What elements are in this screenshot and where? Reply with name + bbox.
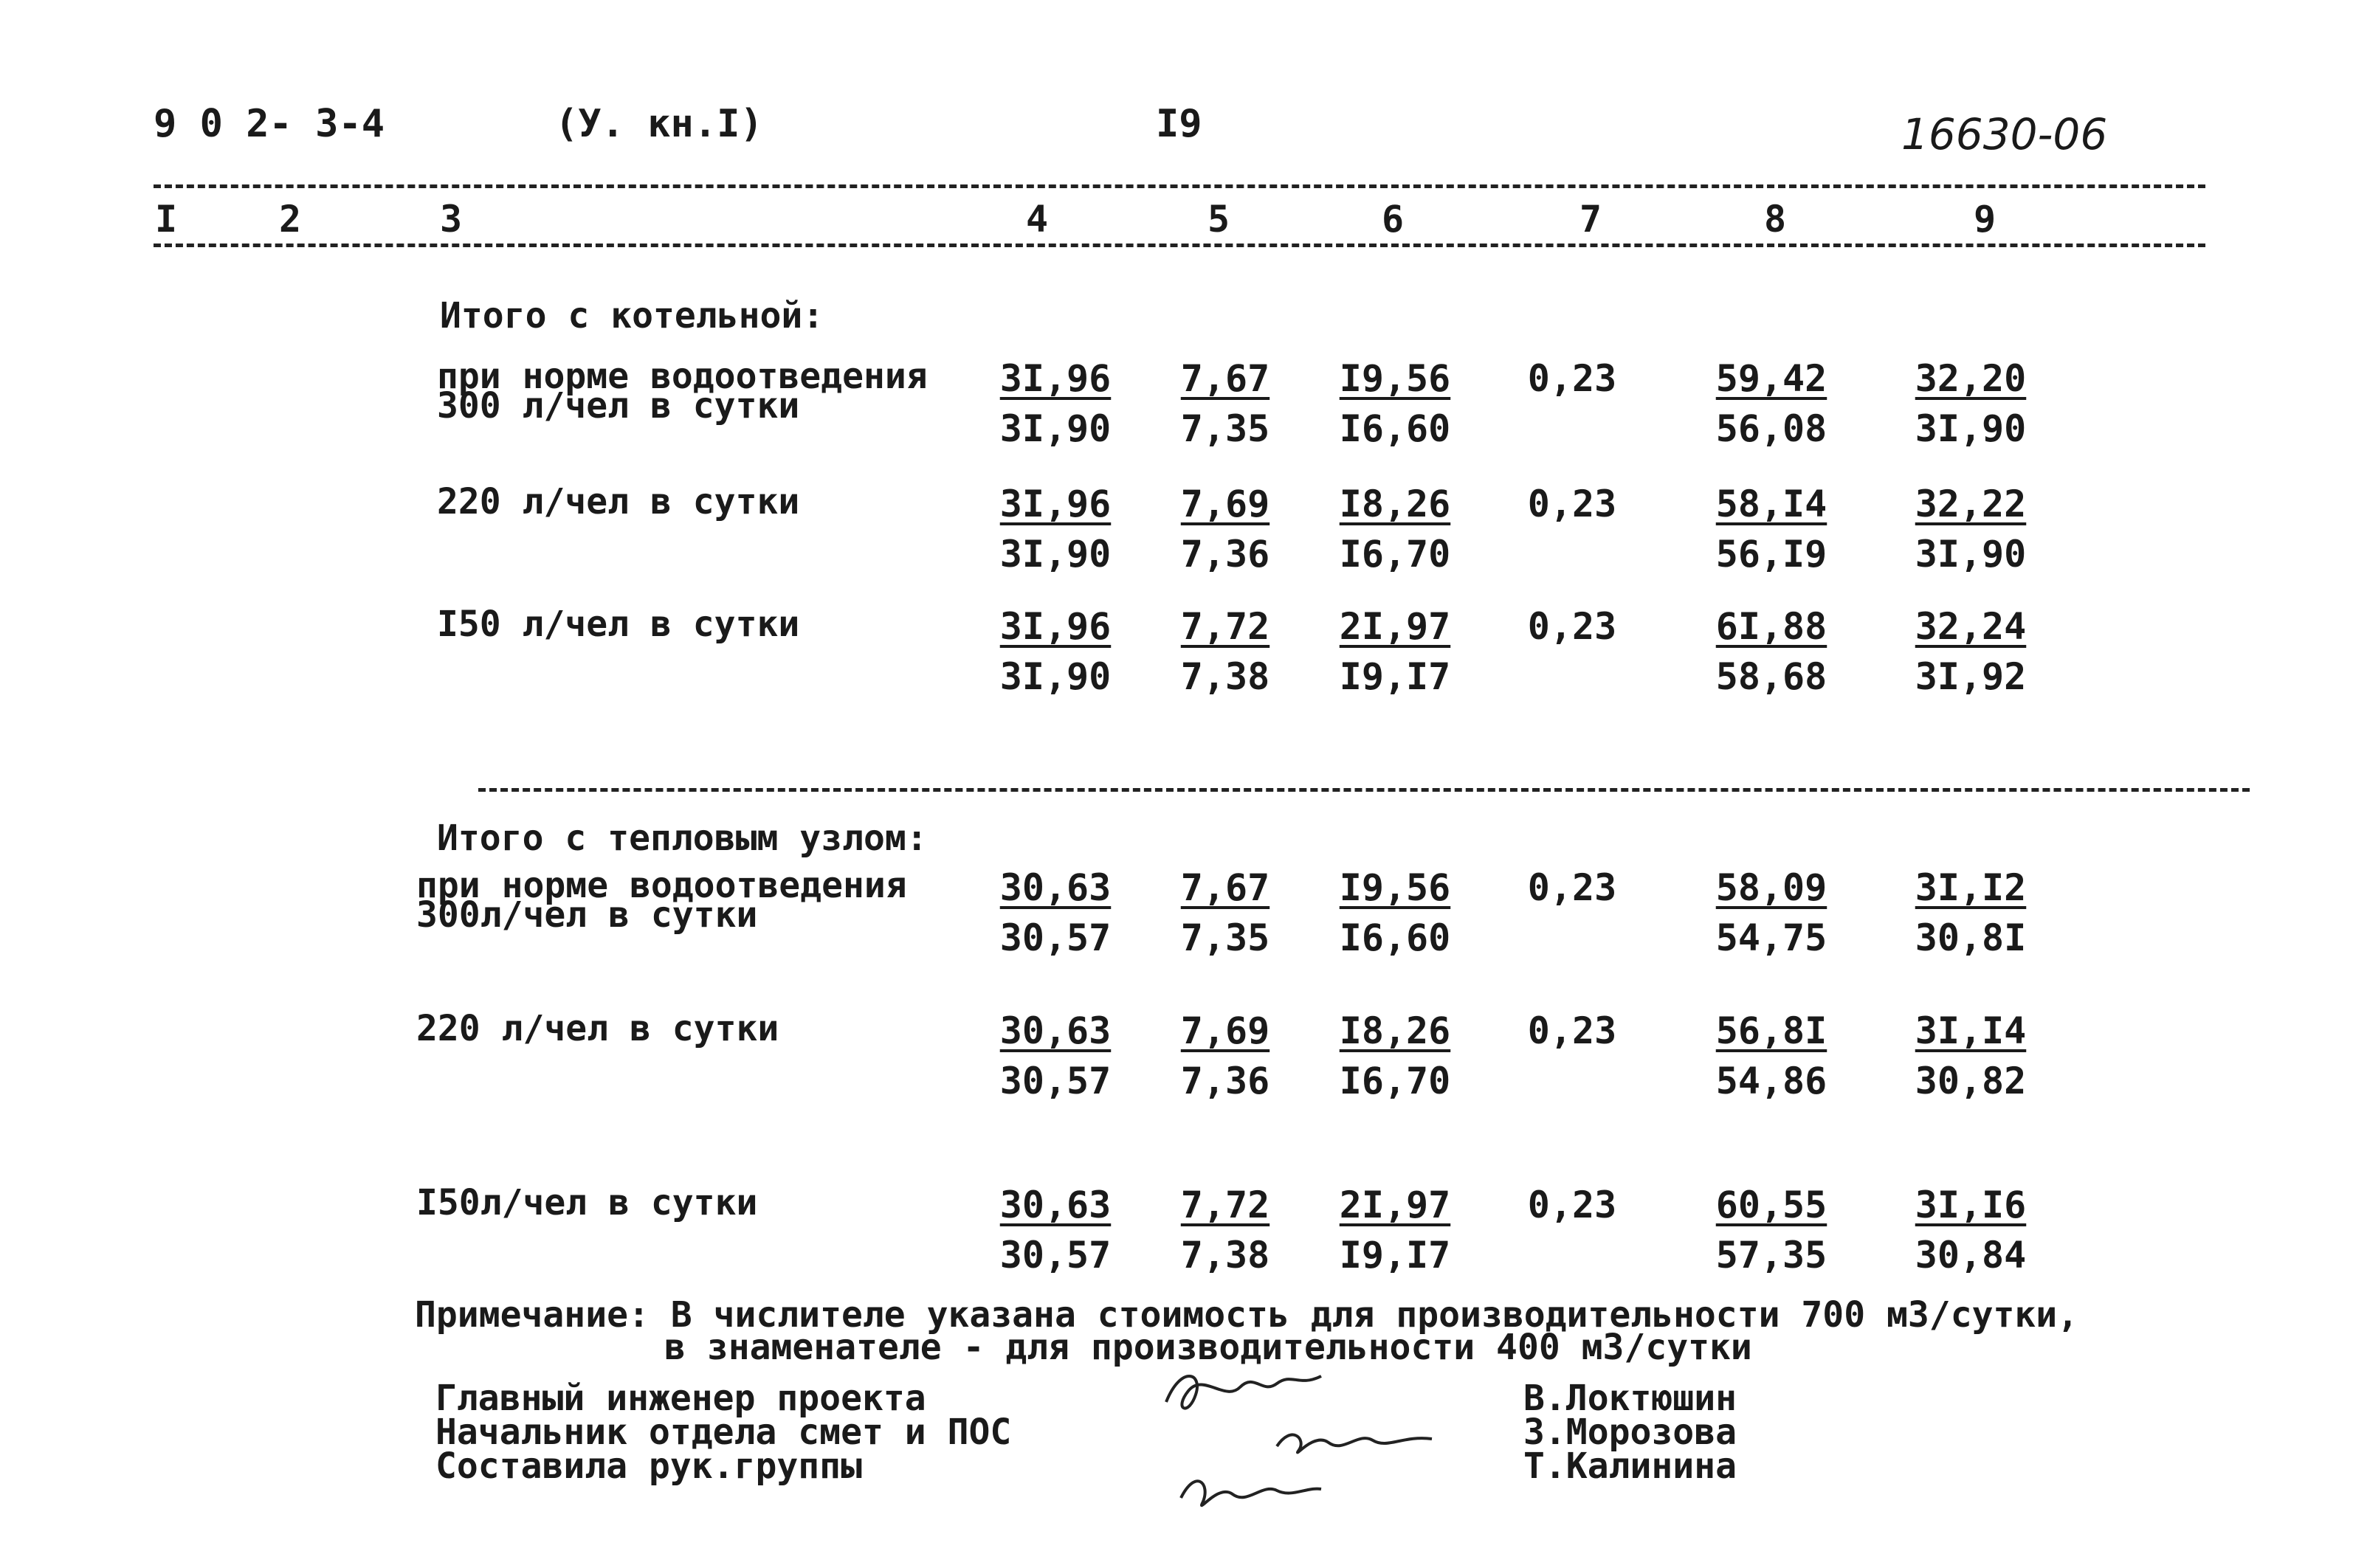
signature-role: Начальник отдела смет и ПОС	[435, 1412, 1012, 1453]
numerator-value: 60,55	[1715, 1184, 1827, 1226]
value-cell-col-7	[1498, 483, 1646, 576]
value-cell-col-4	[982, 357, 1129, 450]
header-rule-bottom	[154, 244, 2205, 247]
denominator-value: 7,35	[1180, 407, 1270, 450]
value-cell-col-5	[1151, 483, 1299, 576]
denominator-value: 7,35	[1180, 916, 1270, 959]
numerator-value: 3I,96	[999, 605, 1112, 648]
value-cell-col-5	[1151, 605, 1299, 698]
row-label: при норме водоотведения 300 л/чел в сутки	[437, 356, 928, 426]
row-label: I50 л/чел в сутки	[437, 604, 800, 645]
denominator-value: I6,70	[1339, 533, 1451, 576]
handwritten-signatures	[1151, 1358, 1476, 1527]
numerator-value: I8,26	[1339, 1009, 1451, 1052]
value-cell-col-6	[1321, 1184, 1469, 1277]
numerator-value: 56,8I	[1715, 1009, 1827, 1052]
denominator-value: 30,57	[999, 1060, 1112, 1102]
denominator-value: 30,57	[999, 916, 1112, 959]
numerator-value: 2I,97	[1339, 605, 1451, 648]
column-number-9: 9	[1974, 198, 1997, 241]
denominator-value: 54,86	[1715, 1060, 1827, 1102]
column-number-2: 2	[279, 198, 302, 241]
section-title: Итого с котельной:	[440, 295, 824, 336]
denominator-value: 3I,90	[999, 533, 1112, 576]
value-cell-col-5	[1151, 1009, 1299, 1102]
column-number-6: 6	[1382, 198, 1405, 241]
denominator-value: 7,36	[1180, 533, 1270, 576]
value-cell-col-6	[1321, 357, 1469, 450]
value-cell-col-9	[1897, 605, 2044, 698]
page-number: I9	[1156, 102, 1202, 146]
numerator-value: 30,63	[999, 1184, 1112, 1226]
value-cell-col-8	[1698, 866, 1845, 959]
denominator-value: I6,60	[1339, 916, 1451, 959]
denominator-value: 3I,90	[1915, 407, 2027, 450]
value-cell-col-4	[982, 866, 1129, 959]
value-cell-col-5	[1151, 866, 1299, 959]
denominator-value	[1498, 916, 1646, 959]
signature-role: Составила рук.группы	[435, 1446, 862, 1487]
value-cell-col-6	[1321, 866, 1469, 959]
value-cell-col-8	[1698, 605, 1845, 698]
numerator-value: 58,09	[1715, 866, 1827, 909]
row-label: 220 л/чел в сутки	[437, 481, 800, 522]
numerator-value: 0,23	[1527, 866, 1617, 909]
denominator-value: 3I,90	[999, 407, 1112, 450]
value-cell-col-9	[1897, 1009, 2044, 1102]
numerator-value: 7,72	[1180, 605, 1270, 648]
denominator-value: 3I,90	[999, 655, 1112, 698]
numerator-value: 3I,96	[999, 483, 1112, 525]
value-cell-col-5	[1151, 1184, 1299, 1277]
numerator-value: 32,22	[1915, 483, 2027, 525]
denominator-value: 3I,90	[1915, 533, 2027, 576]
numerator-value: 2I,97	[1339, 1184, 1451, 1226]
signature-kalinina	[1181, 1481, 1321, 1505]
column-number-1: I	[155, 198, 178, 241]
row-label: I50л/чел в сутки	[416, 1182, 758, 1223]
value-cell-col-8	[1698, 357, 1845, 450]
signature-loktyushin	[1166, 1376, 1321, 1409]
denominator-value: 58,68	[1715, 655, 1827, 698]
document-code: 9 0 2- 3-4	[154, 102, 385, 146]
header-rule-top	[154, 184, 2205, 188]
denominator-value: 7,36	[1180, 1060, 1270, 1102]
numerator-value: 7,69	[1180, 1009, 1270, 1052]
value-cell-col-4	[982, 1009, 1129, 1102]
numerator-value: 30,63	[999, 866, 1112, 909]
denominator-value: 30,82	[1915, 1060, 2027, 1102]
value-cell-col-6	[1321, 605, 1469, 698]
numerator-value: 6I,88	[1715, 605, 1827, 648]
value-cell-col-7	[1498, 1184, 1646, 1277]
value-cell-col-9	[1897, 357, 2044, 450]
numerator-value: 59,42	[1715, 357, 1827, 400]
value-cell-col-7	[1498, 1009, 1646, 1102]
column-number-5: 5	[1207, 198, 1230, 241]
denominator-value: I9,I7	[1339, 1234, 1451, 1277]
denominator-value	[1498, 533, 1646, 576]
numerator-value: I8,26	[1339, 483, 1451, 525]
numerator-value: 32,24	[1915, 605, 2027, 648]
numerator-value: 30,63	[999, 1009, 1112, 1052]
column-number-7: 7	[1579, 198, 1602, 241]
denominator-value: 54,75	[1715, 916, 1827, 959]
row-label: 220 л/чел в сутки	[416, 1008, 779, 1049]
denominator-value: 56,I9	[1715, 533, 1827, 576]
numerator-value: I9,56	[1339, 357, 1451, 400]
numerator-value: 3I,I6	[1915, 1184, 2027, 1226]
numerator-value: I9,56	[1339, 866, 1451, 909]
denominator-value	[1498, 655, 1646, 698]
denominator-value: 57,35	[1715, 1234, 1827, 1277]
denominator-value: 30,84	[1915, 1234, 2027, 1277]
denominator-value	[1498, 407, 1646, 450]
numerator-value: 7,67	[1180, 866, 1270, 909]
numerator-value: 0,23	[1527, 483, 1617, 525]
denominator-value: I6,70	[1339, 1060, 1451, 1102]
numerator-value: 7,69	[1180, 483, 1270, 525]
numerator-value: 3I,I2	[1915, 866, 2027, 909]
value-cell-col-7	[1498, 605, 1646, 698]
inventory-stamp-number: 16630-06	[1901, 109, 2108, 159]
signature-name: Т.Калинина	[1523, 1446, 1737, 1487]
denominator-value: 7,38	[1180, 1234, 1270, 1277]
row-label: при норме водоотведения 300л/чел в сутки	[416, 865, 907, 936]
value-cell-col-9	[1897, 866, 2044, 959]
denominator-value: I6,60	[1339, 407, 1451, 450]
denominator-value: 56,08	[1715, 407, 1827, 450]
denominator-value: 3I,92	[1915, 655, 2027, 698]
numerator-value: 7,67	[1180, 357, 1270, 400]
note-line-2: в знаменателе - для производительности 400 м3/сутки	[664, 1327, 1752, 1368]
denominator-value	[1498, 1060, 1646, 1102]
value-cell-col-8	[1698, 483, 1845, 576]
numerator-value: 58,I4	[1715, 483, 1827, 525]
denominator-value: I9,I7	[1339, 655, 1451, 698]
value-cell-col-6	[1321, 1009, 1469, 1102]
numerator-value: 0,23	[1527, 1009, 1617, 1052]
section-title: Итого с тепловым узлом:	[437, 818, 928, 859]
section-separator	[478, 788, 2250, 792]
value-cell-col-5	[1151, 357, 1299, 450]
numerator-value: 0,23	[1527, 605, 1617, 648]
numerator-value: 32,20	[1915, 357, 2027, 400]
value-cell-col-4	[982, 483, 1129, 576]
value-cell-col-7	[1498, 866, 1646, 959]
value-cell-col-7	[1498, 357, 1646, 450]
numerator-value: 7,72	[1180, 1184, 1270, 1226]
denominator-value: 7,38	[1180, 655, 1270, 698]
note-line-1: Примечание: В числителе указана стоимость для производительности 700 м3/сутки,	[415, 1294, 2079, 1336]
value-cell-col-4	[982, 1184, 1129, 1277]
signature-morozova	[1277, 1434, 1432, 1452]
numerator-value: 3I,96	[999, 357, 1112, 400]
value-cell-col-9	[1897, 1184, 2044, 1277]
denominator-value	[1498, 1234, 1646, 1277]
column-number-8: 8	[1764, 198, 1787, 241]
value-cell-col-6	[1321, 483, 1469, 576]
column-number-3: 3	[440, 198, 463, 241]
volume-reference: (У. кн.I)	[555, 102, 763, 146]
column-number-4: 4	[1026, 198, 1049, 241]
value-cell-col-8	[1698, 1184, 1845, 1277]
value-cell-col-8	[1698, 1009, 1845, 1102]
value-cell-col-9	[1897, 483, 2044, 576]
denominator-value: 30,8I	[1915, 916, 2027, 959]
signature-role: Главный инженер проекта	[435, 1378, 926, 1419]
denominator-value: 30,57	[999, 1234, 1112, 1277]
numerator-value: 0,23	[1527, 357, 1617, 400]
signature-name: В.Локтюшин	[1523, 1378, 1737, 1419]
value-cell-col-4	[982, 605, 1129, 698]
signature-name: З.Морозова	[1523, 1412, 1737, 1453]
numerator-value: 0,23	[1527, 1184, 1617, 1226]
numerator-value: 3I,I4	[1915, 1009, 2027, 1052]
